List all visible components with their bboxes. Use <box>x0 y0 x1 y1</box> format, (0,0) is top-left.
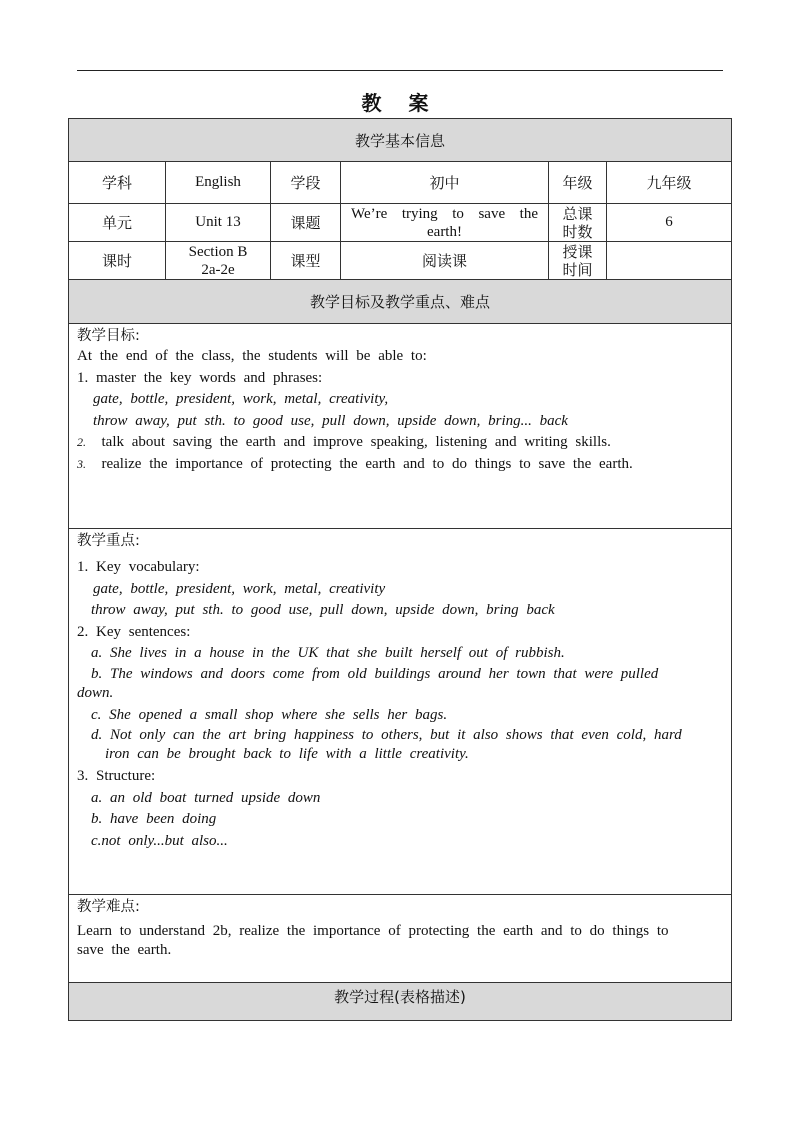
goal-item-1-phrases: throw away, put sth. to good use, pull down, upside down, bring... back <box>93 412 568 429</box>
key-points-label: 教学重点: <box>77 533 140 549</box>
goal-item-1-words: gate, bottle, president, work, metal, creativity, <box>93 391 389 407</box>
process-header-row <box>69 983 732 1021</box>
total-periods-label: 总课 时数 <box>549 204 607 242</box>
key-sentence-b-cont: down. <box>77 684 114 701</box>
period-value: Section B 2a-2e <box>166 242 271 280</box>
goal-item-2: 2. talk about saving the earth and improve speaking, listening and writing skills. <box>77 434 611 450</box>
goals-row <box>69 324 732 529</box>
key-vocab-heading: 1. Key vocabulary: <box>77 559 200 575</box>
structure-c: c.not only...but also... <box>91 832 228 849</box>
goals-label: 教学目标: <box>77 328 140 344</box>
topic-label: 课题 <box>271 204 341 242</box>
goals-cell <box>69 324 732 529</box>
difficulties-text-2: save the earth. <box>77 942 172 958</box>
key-sentence-c: c. She opened a small shop where she sells her bags. <box>91 706 448 723</box>
key-sentence-d: d. Not only can the art bring happiness to others, but it also shows that even cold, hard <box>91 727 682 743</box>
structure-a: a. an old boat turned upside down <box>91 789 321 806</box>
teach-time-value <box>607 242 732 280</box>
key-points-cell <box>69 529 732 895</box>
info-row-subject <box>69 162 732 204</box>
info-row-period <box>69 242 732 280</box>
grade-value: 九年级 <box>607 162 732 204</box>
key-vocab-words: gate, bottle, president, work, metal, creativity <box>93 580 386 597</box>
goal-item-3: 3. realize the importance of protecting the earth and to do things to save the earth. <box>77 455 633 472</box>
grade-label: 年级 <box>549 162 607 204</box>
process-header: 教学过程(表格描述) <box>69 983 732 1021</box>
stage-value: 初中 <box>341 162 549 204</box>
teach-time-label: 授课 时间 <box>549 242 607 280</box>
type-label: 课型 <box>271 242 341 280</box>
difficulties-label: 教学难点: <box>77 899 140 915</box>
period-label: 课时 <box>69 242 166 280</box>
subject-label: 学科 <box>69 162 166 204</box>
structure-b: b. have been doing <box>91 811 217 827</box>
objectives-header: 教学目标及教学重点、难点 <box>69 280 732 324</box>
unit-label: 单元 <box>69 204 166 242</box>
basic-info-header: 教学基本信息 <box>69 119 732 162</box>
topic-value: We’re trying to save the earth! <box>341 204 549 242</box>
key-vocab-phrases: throw away, put sth. to good use, pull down, upside down, bring back <box>91 602 555 618</box>
key-points-row <box>69 529 732 895</box>
stage-label: 学段 <box>271 162 341 204</box>
basic-info-header-row <box>69 119 732 162</box>
difficulties-row <box>69 895 732 983</box>
key-sentence-a: a. She lives in a house in the UK that she built herself out of rubbish. <box>91 645 565 661</box>
goals-intro: At the end of the class, the students will be able to: <box>77 348 427 364</box>
header-rule <box>77 70 723 71</box>
document-title: 教 案 <box>361 91 439 115</box>
goal-item-1: 1. master the key words and phrases: <box>77 369 323 386</box>
unit-value: Unit 13 <box>166 204 271 242</box>
type-value: 阅读课 <box>341 242 549 280</box>
total-periods-value: 6 <box>607 204 732 242</box>
objectives-header-row <box>69 280 732 324</box>
difficulties-text-1: Learn to understand 2b, realize the importance of protecting the earth and to do things to <box>77 923 669 939</box>
key-sentence-d-cont: iron can be brought back to life with a little creativity. <box>105 746 469 762</box>
info-row-unit <box>69 204 732 242</box>
key-sentence-b: b. The windows and doors come from old buildings around her town that were pulled <box>91 665 659 682</box>
subject-value: English <box>166 162 271 204</box>
lesson-plan-table <box>68 118 732 1021</box>
structure-heading: 3. Structure: <box>77 768 156 784</box>
key-sentences-heading: 2. Key sentences: <box>77 623 191 640</box>
difficulties-cell <box>69 895 732 983</box>
